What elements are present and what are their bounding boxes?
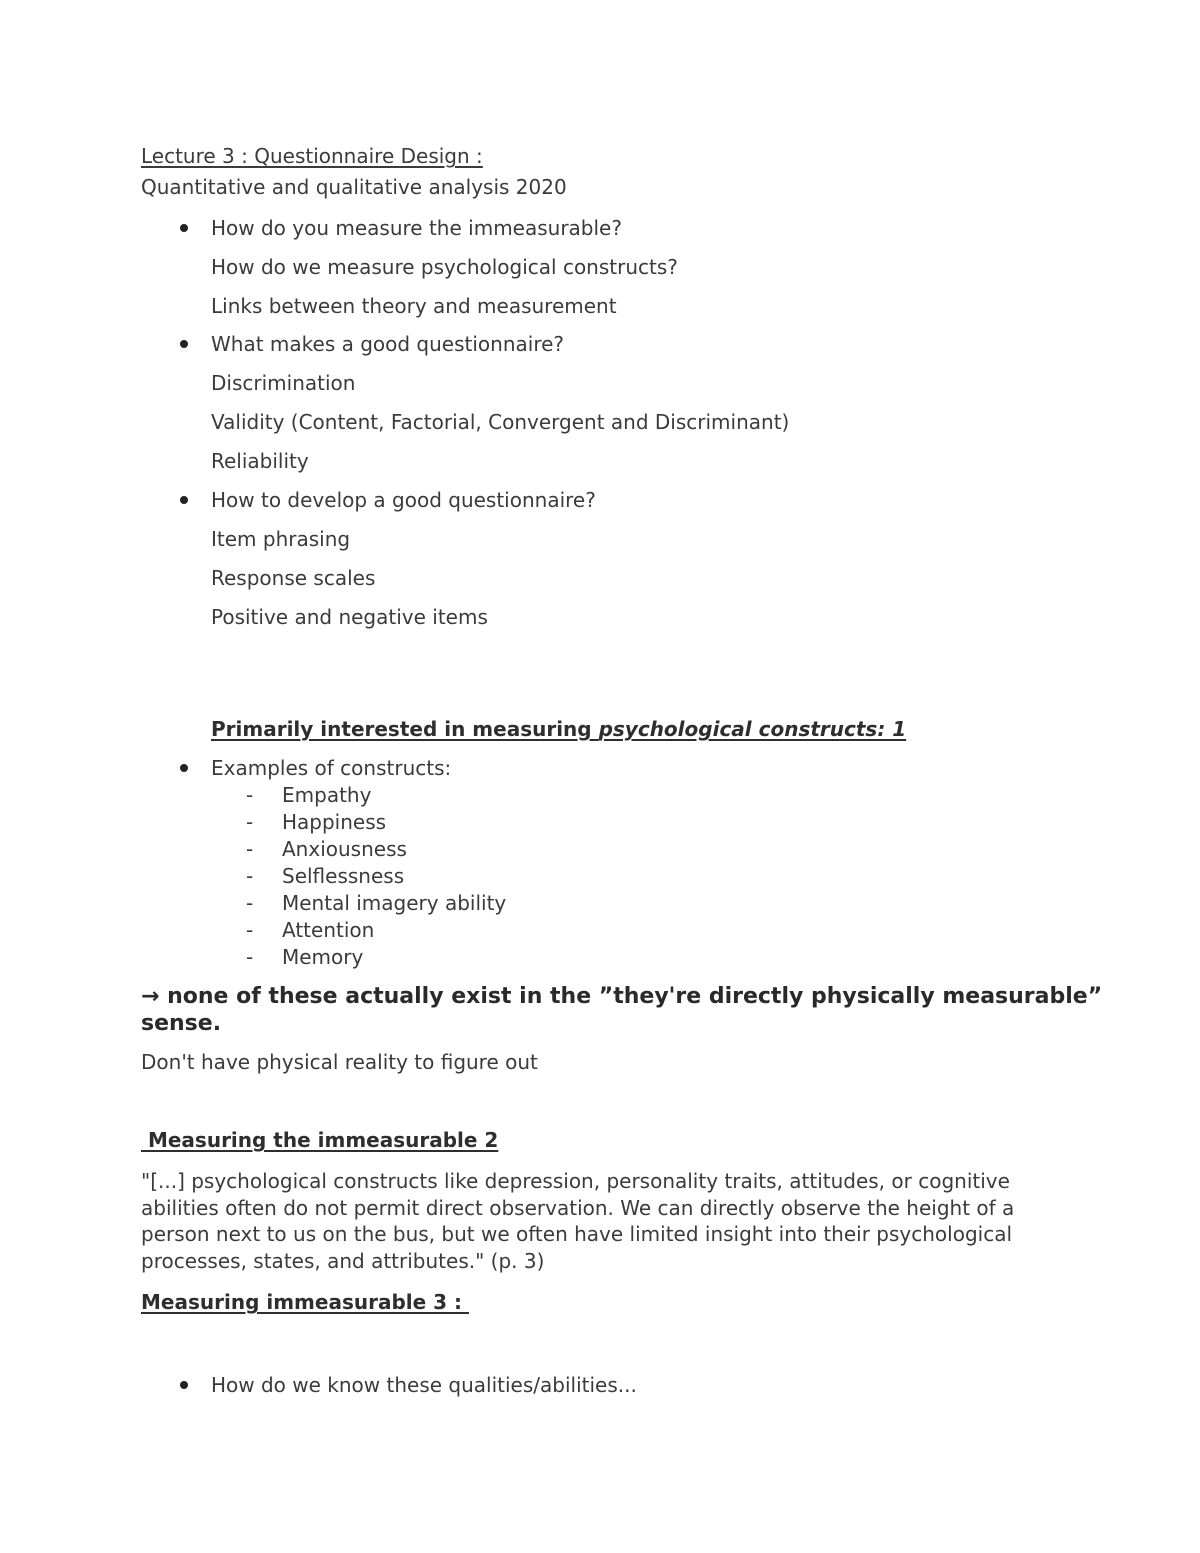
bullet-icon [180, 340, 188, 348]
constructs-bullet: Examples of constructs: [211, 756, 452, 780]
dash-marker: - [246, 783, 254, 807]
emphasis-line: → none of these actually exist in the ”they're directly physically measurable” [141, 984, 1103, 1009]
section-heading-text: Primarily interested in measuring [211, 717, 599, 741]
construct-item: Anxiousness [282, 837, 407, 861]
document-title: Lecture 3 : Questionnaire Design : [141, 144, 483, 168]
construct-item: Happiness [282, 810, 387, 834]
outline-subitem: Item phrasing [211, 527, 351, 551]
construct-item: Selflessness [282, 864, 405, 888]
document-subtitle: Quantitative and qualitative analysis 2020 [141, 175, 567, 199]
outline-subitem: Positive and negative items [211, 605, 488, 629]
outline-subitem: Links between theory and measurement [211, 294, 617, 318]
quote-paragraph: "[...] psychological constructs like depression, personality traits, attitudes, or cognitive abilities often do not permit direct observation. We can directly observe the height of a person next to us on the bus, but we often have limited insight into their psychological processes, states, and attributes." (p. 3) [141, 1169, 1015, 1273]
bullet-icon [180, 224, 188, 232]
outline-subitem: Response scales [211, 566, 376, 590]
construct-item: Mental imagery ability [282, 891, 507, 915]
section-heading-italic: psychological constructs: 1 [598, 717, 907, 741]
construct-item: Empathy [282, 783, 372, 807]
outline-subitem: How do we measure psychological constructs? [211, 255, 678, 279]
outline-bullet: How to develop a good questionnaire? [211, 488, 596, 512]
emphasis-line: sense. [141, 1011, 222, 1036]
dash-marker: - [246, 864, 254, 888]
dash-marker: - [246, 837, 254, 861]
construct-item: Memory [282, 945, 364, 969]
outline-subitem: Discrimination [211, 371, 356, 395]
outline-subitem: Validity (Content, Factorial, Convergent and Discriminant) [211, 410, 790, 434]
dash-marker: - [246, 918, 254, 942]
note-text: Don't have physical reality to figure out [141, 1050, 538, 1074]
section-heading: Measuring the immeasurable 2 [141, 1128, 499, 1152]
section-heading [211, 717, 906, 741]
bullet-icon [180, 764, 188, 772]
section-heading: Measuring immeasurable 3 : [141, 1290, 469, 1314]
construct-item: Attention [282, 918, 375, 942]
dash-marker: - [246, 945, 254, 969]
section3-bullet: How do we know these qualities/abilities... [211, 1373, 637, 1397]
bullet-icon [180, 1381, 188, 1389]
dash-marker: - [246, 891, 254, 915]
dash-marker: - [246, 810, 254, 834]
outline-bullet: How do you measure the immeasurable? [211, 216, 622, 240]
outline-bullet: What makes a good questionnaire? [211, 332, 565, 356]
bullet-icon [180, 496, 188, 504]
outline-subitem: Reliability [211, 449, 309, 473]
